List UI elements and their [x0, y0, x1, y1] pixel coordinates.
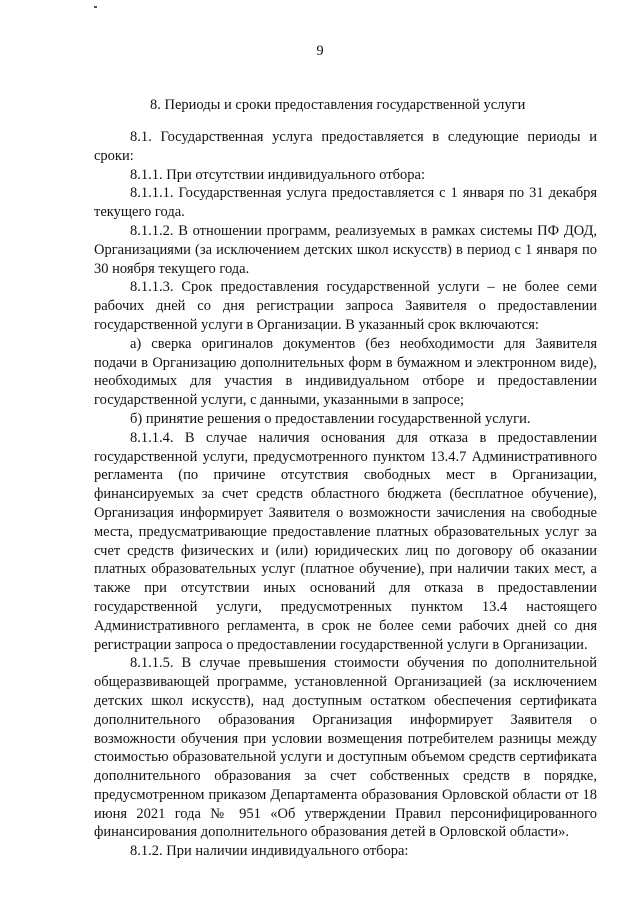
document-body [94, 128, 597, 861]
section-heading: 8. Периоды и сроки предоставления государственной услуги [150, 97, 526, 113]
paragraph-8-1-2: 8.1.2. При наличии индивидуального отбора: [130, 843, 409, 860]
page-number: 9 [316, 43, 324, 59]
paragraph-8-1-1-3: 8.1.1.3. Срок предоставления государственной услуги – не более семи рабочих дней со дня регистрации запроса Заявителя о предоставлении государственной услуги в Организации. В указанный срок включаются: [94, 279, 597, 333]
paragraph-8-1-1-5: 8.1.1.5. В случае превышения стоимости обучения по дополнительной общеразвивающей программе, установленной Организацией (за исключением детских школ искусств), над доступным остатком обеспечения сертификата дополнительного образования Организация информирует Заявителя о возможности обучения при условии возмещения потребителем разницы между стоимостью образовательной услуги и доступным объемом средств сертификата дополнительного образования за счет собственных средств в порядке, предусмотренном приказом Департамента образования Орловской области от 18 июня 2021 года № 951 «Об утверждении Правил персонифицированного финансирования дополнительного образования детей в Орловской области». [94, 655, 597, 841]
paragraph-8-1: 8.1. Государственная услуга предоставляется в следующие периоды и сроки: [94, 129, 597, 164]
paragraph-8-1-1: 8.1.1. При отсутствии индивидуального отбора: [130, 166, 426, 183]
scan-mark [94, 6, 97, 8]
paragraph-item-b: б) принятие решения о предоставлении государственной услуги. [130, 410, 531, 427]
paragraph-8-1-1-4: 8.1.1.4. В случае наличия основания для отказа в предоставлении государственной услуги, предусмотренного пунктом 13.4.7 Административного регламента (по причине отсутствия свободных мест в Организации, финансируемых за счет средств областного бюджета (бесплатное обучение), Организация информирует Заявителя о возможности зачисления на свободные места, предусматривающие предоставление платных образовательных услуг за счет средств физических и (или) юридических лиц по договору об оказании платных образовательных услуг (платное обучение), при наличии таких мест, а также при отсутствии иных оснований для отказа в предоставлении государственной услуги, предусмотренных пунктом 13.4 настоящего Административного регламента, в срок не более семи рабочих дней со дня регистрации запроса о предоставлении государственной услуги в Организации. [94, 429, 597, 653]
paragraph-8-1-1-2: 8.1.1.2. В отношении программ, реализуемых в рамках системы ПФ ДОД, Организациями (за исключением детских школ искусств) в период с 1 января по 30 ноября текущего года. [94, 222, 597, 277]
paragraph-8-1-1-1: 8.1.1.1. Государственная услуга предоставляется с 1 января по 31 декабря текущего года. [94, 185, 597, 221]
paragraph-item-a: а) сверка оригиналов документов (без необходимости для Заявителя подачи в Организацию дополнительных форм в бумажном и электронном виде), необходимых для участия в индивидуальном отборе и предоставлении государственной услуги, с данными, указанными в запросе; [94, 335, 597, 409]
